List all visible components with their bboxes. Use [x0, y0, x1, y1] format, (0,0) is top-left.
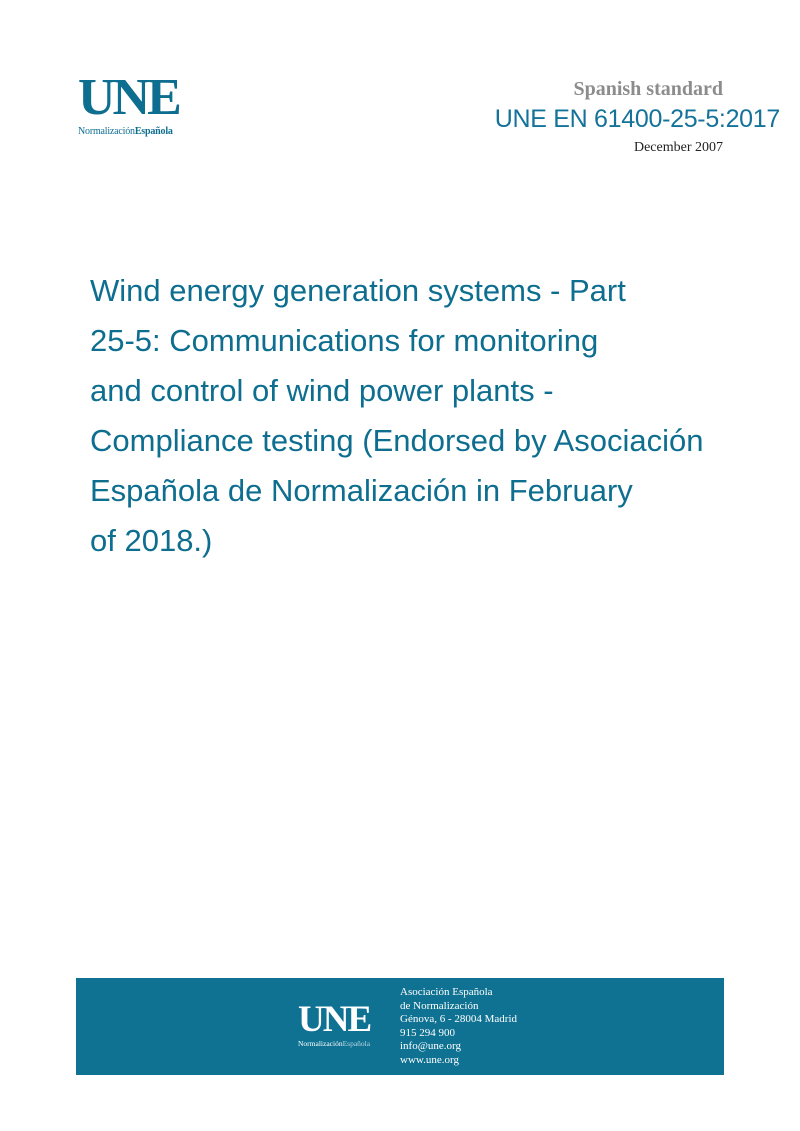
address-line: Génova, 6 - 28004 Madrid [400, 1013, 518, 1025]
une-logo-subtitle [78, 126, 208, 137]
standard-date: December 2007 [633, 140, 723, 155]
title-line: Española de Normalización in February [90, 473, 633, 508]
website-link[interactable]: www.une.org [400, 1053, 459, 1066]
phone-number: 915 294 900 [400, 1026, 455, 1039]
email-link[interactable]: info@une.org [400, 1040, 461, 1052]
title-line: and control of wind power plants - [90, 373, 554, 408]
footer-logo-sub-light: Española [342, 1039, 371, 1048]
une-logo-sub-bold: Española [134, 126, 173, 137]
title-line: 25-5: Communications for monitoring [90, 323, 599, 358]
footer-une-logo [298, 999, 388, 1048]
standard-header [495, 78, 780, 156]
title-line: Compliance testing (Endorsed by Asociación [90, 423, 704, 458]
footer-logo-wordmark: UNE [298, 999, 371, 1040]
une-logo-sub-normal: Normalización [78, 126, 135, 137]
title-line: of 2018.) [90, 523, 213, 558]
une-logo-wordmark: UNE [78, 69, 179, 126]
address-line: Asociación Española [400, 986, 493, 998]
address-line: de Normalización [400, 999, 479, 1012]
une-logo [78, 69, 208, 137]
footer-banner [76, 978, 724, 1075]
footer-logo-subtitle [298, 1039, 388, 1048]
title-line: Wind energy generation systems - Part [90, 273, 626, 308]
document-title [90, 266, 750, 566]
footer-address [400, 986, 517, 1067]
footer-logo-sub-normal: Normalización [298, 1039, 343, 1048]
standard-kind: Spanish standard [573, 78, 723, 100]
standard-code: UNE EN 61400-25-5:2017 [494, 105, 780, 133]
